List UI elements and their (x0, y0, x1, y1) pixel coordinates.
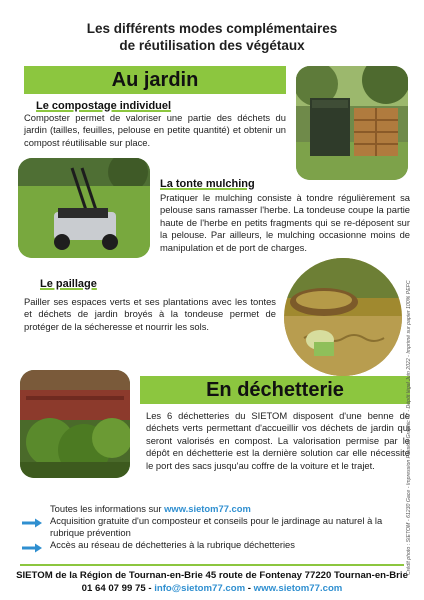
page-title (0, 20, 424, 54)
side-credit: Crédit photo : SIETOM - 61230 Gace - Impression Passion Graphic 77 - Dépôt légal Juin 2022 - Imprimé sur papier 100% PEFC (406, 280, 412, 575)
footer-site-link[interactable]: www.sietom77.com (253, 583, 343, 594)
info-bullet-1: Acquisition gratuite d'un composteur et conseils pour le jardinage au naturel à la rubrique prévention (50, 515, 383, 538)
bullet-arrow-1 (22, 515, 42, 533)
paillage-photo (284, 258, 402, 376)
bullet-arrow-2 (22, 540, 42, 558)
footer-phone: 01 64 07 99 75 - (81, 583, 155, 594)
composter-photo (296, 66, 408, 180)
title-line-1: Les différents modes complémentaires (86, 21, 338, 36)
footer (0, 569, 424, 595)
composting-text: Composter permet de valoriser une partie des déchets du jardin (tailles, feuilles, pelouse en petite quantité) et obtenir un compost réutilisable sur place. (24, 112, 286, 148)
info-site-link[interactable]: www.sietom77.com (164, 503, 251, 514)
footer-email-link[interactable]: info@sietom77.com (154, 583, 246, 594)
paillage-text: Pailler ses espaces verts et ses plantations avec les tontes et déchets de jardin broyés à la tondeuse permet de protéger de la sécheresse et nourrir les sols. (24, 296, 276, 332)
dechetterie-banner: En déchetterie (140, 376, 410, 404)
footer-contact (0, 582, 424, 595)
title-line-2: de réutilisation des végétaux (119, 38, 305, 53)
mulching-heading: La tonte mulching (160, 178, 255, 190)
footer-divider (20, 564, 404, 566)
footer-separator: - (245, 583, 254, 594)
paillage-heading: Le paillage (40, 278, 97, 290)
footer-address: SIETOM de la Région de Tournan-en-Brie 45 route de Fontenay 77220 Tournan-en-Brie (16, 570, 408, 581)
info-intro-label: Toutes les informations sur (50, 503, 165, 514)
arrow-right-icon (22, 518, 42, 528)
info-intro (50, 503, 251, 515)
benne-photo (20, 370, 130, 478)
garden-banner: Au jardin (24, 66, 286, 94)
mulching-text: Pratiquer le mulching consiste à tondre régulièrement sa pelouse sans ramasser l'herbe. La tondeuse coupe la partie haute de l'herbe en petits fragments qui se re-déposent sur la pelouse. Par ailleurs, le mulching occasionne moins de manipulation et de port de charges. (160, 192, 410, 253)
mower-photo (18, 158, 150, 258)
dechetterie-text: Les 6 déchetteries du SIETOM disposent d'une benne de déchets verts permettant d'accueillir vos déchets de jardin qui seront valorisés en compost. La valorisation permise par le dépôt en déchetterie est la dernière solution car elle nécessite le port des sacs jusqu'au coffre de la voiture et le trajet. (146, 410, 410, 471)
composting-heading: Le compostage individuel (36, 100, 172, 112)
info-bullet-2: Accès au réseau de déchetteries à la rubrique déchetteries (50, 539, 295, 550)
arrow-right-icon (22, 543, 42, 553)
